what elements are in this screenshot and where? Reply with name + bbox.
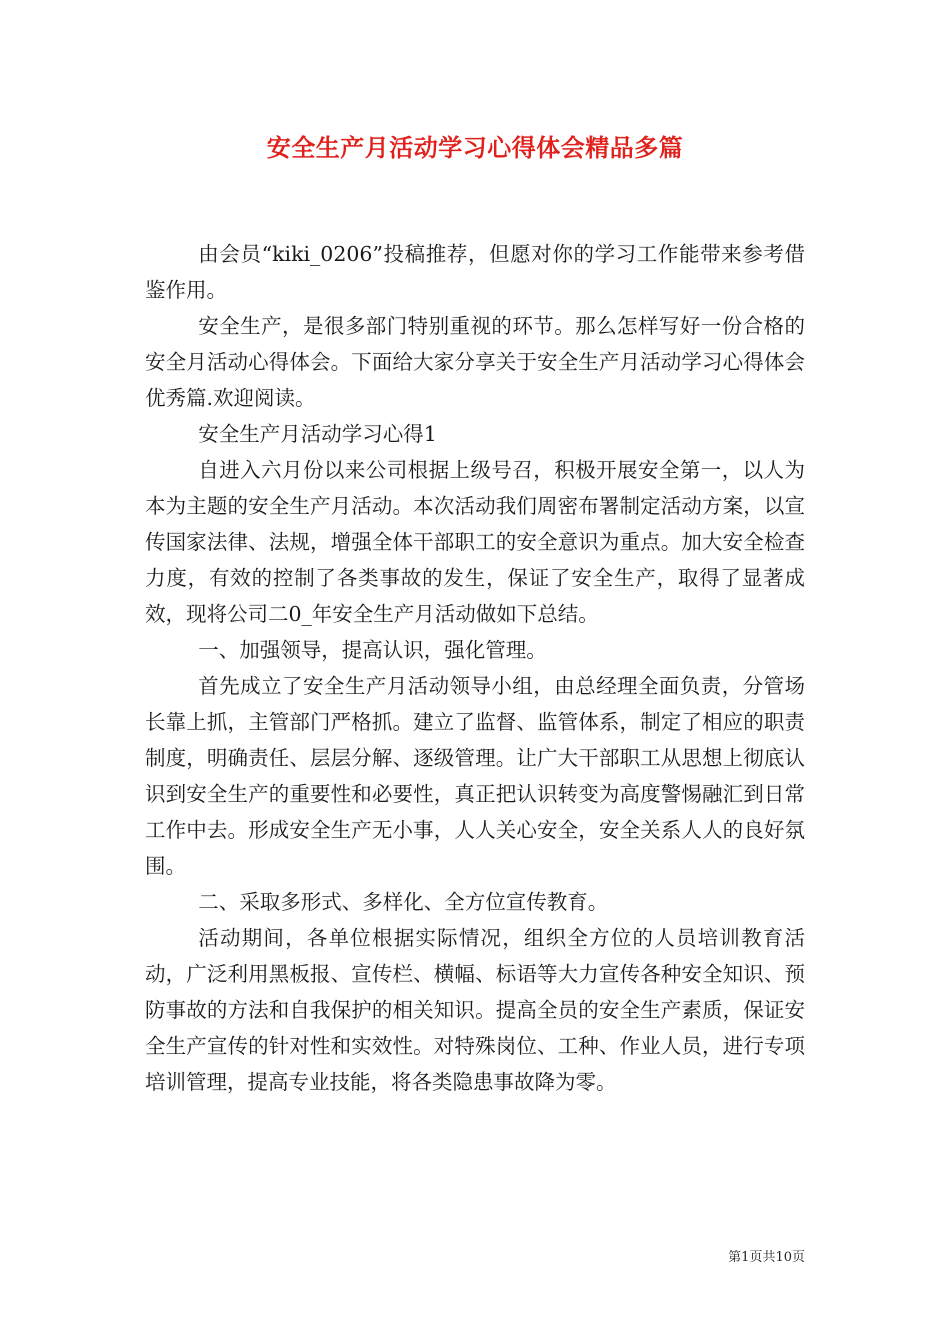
paragraph-summary: 安全生产，是很多部门特别重视的环节。那么怎样写好一份合格的安全月活动心得体会。下面给大家分享关于安全生产月活动学习心得体会优秀篇.欢迎阅读。 <box>145 314 805 410</box>
subheading: 一、加强领导，提高认识，强化管理。 <box>198 638 547 662</box>
paragraph: 首先成立了安全生产月活动领导小组，由总经理全面负责，分管场长靠上抓，主管部门严格抓。建立了监督、监管体系，制定了相应的职责制度，明确责任、层层分解、逐级管理。让广大干部职工从思想上彻底认识到安全生产的重要性和必要性，真正把认识转变为高度警惕融汇到日常工作中去。形成安全生产无小事，人人关心安全，安全关系人人的良好氛围。 <box>145 674 805 878</box>
paragraph: 活动期间，各单位根据实际情况，组织全方位的人员培训教育活动，广泛利用黑板报、宣传栏、横幅、标语等大力宣传各种安全知识、预防事故的方法和自我保护的相关知识。提高全员的安全生产素质，保证安全生产宣传的针对性和实效性。对特殊岗位、工种、作业人员，进行专项培训管理，提高专业技能，将各类隐患事故降为零。 <box>145 926 805 1094</box>
section-heading: 安全生产月活动学习心得1 <box>198 422 437 446</box>
document-body <box>145 236 805 1100</box>
subheading: 二、采取多形式、多样化、全方位宣传教育。 <box>198 890 609 914</box>
document-title: 安全生产月活动学习心得体会精品多篇 <box>266 133 684 162</box>
paragraph-intro: 由会员“kiki_0206”投稿推荐，但愿对你的学习工作能带来参考借鉴作用。 <box>145 242 805 302</box>
paragraph: 自进入六月份以来公司根据上级号召，积极开展安全第一，以人为本为主题的安全生产月活动。本次活动我们周密布署制定活动方案，以宣传国家法律、法规，增强全体干部职工的安全意识为重点。加大安全检查力度，有效的控制了各类事故的发生，保证了安全生产，取得了显著成效，现将公司二0_年安全生产月活动做如下总结。 <box>145 458 805 626</box>
page-number: 第1页共10页 <box>728 1250 805 1265</box>
